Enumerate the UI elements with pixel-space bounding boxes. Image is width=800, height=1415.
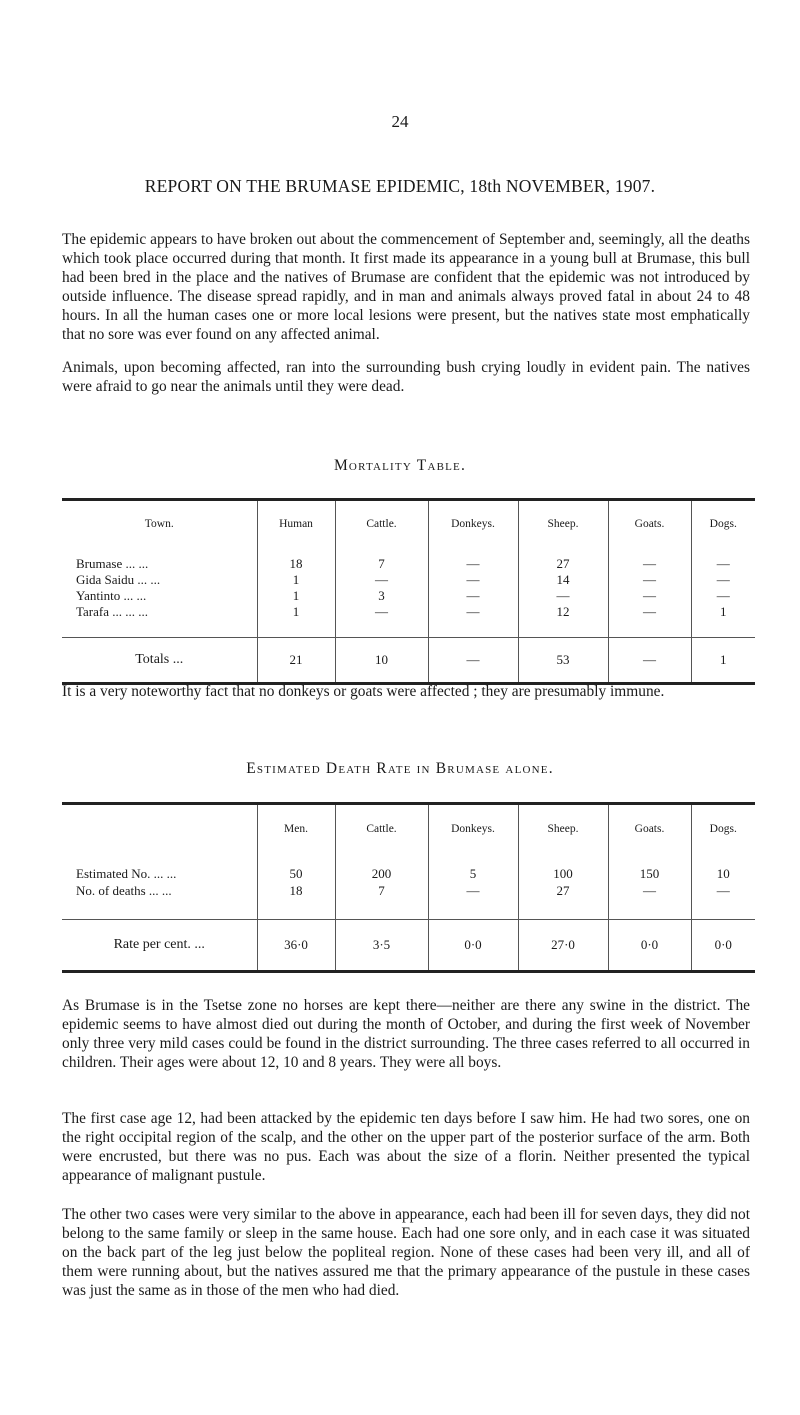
table-cell: 18 [257, 556, 335, 572]
table-cell: 12 [518, 604, 608, 620]
rate-header-cell: Sheep. [518, 804, 608, 854]
table-cell: 5 [428, 866, 518, 883]
table-cell: Totals ... [62, 638, 257, 684]
table-row [62, 588, 755, 604]
table-cell: 3·5 [335, 920, 428, 972]
table-cell: 7 [335, 883, 428, 900]
rate-header-cell: Donkeys. [428, 804, 518, 854]
rate-header-cell: Men. [257, 804, 335, 854]
table-cell: 0·0 [608, 920, 691, 972]
paragraph-3: It is a very noteworthy fact that no donkeys or goats were affected ; they are presumably immune. [62, 683, 665, 700]
table-cell: Gida Saidu ... ... [76, 571, 161, 587]
table-cell: 18 [257, 883, 335, 900]
table-cell: 14 [518, 572, 608, 588]
death-rate-table [62, 802, 755, 973]
table-cell: — [428, 572, 518, 588]
table-cell: 200 [335, 866, 428, 883]
table-cell: — [428, 588, 518, 604]
table-cell: — [691, 883, 755, 900]
table-cell: 100 [518, 866, 608, 883]
table-cell: — [691, 588, 755, 604]
table-cell: — [428, 604, 518, 620]
table-cell: 1 [257, 588, 335, 604]
table-cell: — [428, 883, 518, 900]
table-cell: 21 [257, 638, 335, 684]
table-cell: 27 [518, 883, 608, 900]
table-row [62, 883, 755, 900]
report-title: REPORT ON THE BRUMASE EPIDEMIC, 18th NOVEMBER, 1907. [144, 176, 656, 196]
rate-table-caption: Estimated Death Rate in Brumase alone. [246, 760, 554, 777]
table-cell: 1 [691, 638, 755, 684]
table-cell: — [608, 883, 691, 900]
table-cell: 1 [691, 604, 755, 620]
rate-header-cell: Cattle. [335, 804, 428, 854]
rate-header-cell: Dogs. [691, 804, 755, 854]
mortality-header-cell: Town. [144, 518, 174, 531]
table-cell: 10 [335, 638, 428, 684]
table-cell: — [691, 572, 755, 588]
paragraph-5: The first case age 12, had been attacked by the epidemic ten days before I saw him. He had two sores, one on the right occipital region of the scalp, and the other on the upper part of the posterior surface of the arm. Both were encrusted, but there was no pus. Each was about the size of a florin. Neither presented the typical appearance of malignant pustule. [62, 1110, 750, 1184]
paragraph-1: The epidemic appears to have broken out about the commencement of September and, seemingly, all the deaths which took place occurred during that month. It first made its appearance in a young bull at Brumase, this bull had been bred in the place and the natives of Brumase are confident that the epidemic was not introduced by outside influence. The disease spread rapidly, and in man and animals always proved fatal in about 24 to 48 hours. In all the human cases one or more local lesions were present, but the natives state most emphatically that no sore was ever found on any affected animal. [62, 231, 750, 343]
table-cell: 1 [257, 604, 335, 620]
table-cell: 0·0 [428, 920, 518, 972]
mortality-table-caption: Mortality Table. [333, 457, 467, 474]
table-cell: Rate per cent. ... [62, 920, 257, 972]
table-cell: 36·0 [257, 920, 335, 972]
table-cell: Brumase ... ... [76, 555, 149, 571]
paragraph-4: As Brumase is in the Tsetse zone no horses are kept there—neither are there any swine in the district. The epidemic seems to have almost died out during the month of October, and during the first week of November only three very mild cases could be found in the district surrounding. The three cases referred to all occurred in children. Their ages were about 12, 10 and 8 years. They were all boys. [62, 997, 750, 1071]
mortality-table [62, 498, 755, 685]
rate-row [62, 920, 755, 972]
mortality-header-cell: Donkeys. [428, 500, 518, 548]
table-cell: — [608, 604, 691, 620]
paragraph-6: The other two cases were very similar to the above in appearance, each had been ill for seven days, they did not belong to the same family or sleep in the same house. Each had one sore only, and in each case it was situated on the back part of the leg just below the popliteal region. None of these cases had been very ill, and all of them were running about, but the natives assured me that the primary appearance of the pustule in these cases was just the same as in those of the men who had died. [62, 1206, 750, 1299]
table-cell: 27·0 [518, 920, 608, 972]
table-cell: — [608, 588, 691, 604]
rate-header-cell: Goats. [608, 804, 691, 854]
table-cell: — [608, 638, 691, 684]
table-cell: Tarafa ... ... ... [76, 603, 149, 619]
mortality-header-cell: Sheep. [518, 500, 608, 548]
mortality-header-cell: Cattle. [335, 500, 428, 548]
mortality-header-cell: Dogs. [691, 500, 755, 548]
table-cell: — [335, 572, 428, 588]
table-cell: 50 [257, 866, 335, 883]
table-cell: — [518, 588, 608, 604]
table-cell: 27 [518, 556, 608, 572]
mortality-header-cell: Goats. [608, 500, 691, 548]
table-cell: 1 [257, 572, 335, 588]
table-cell: 0·0 [691, 920, 755, 972]
mortality-header-cell: Human [257, 500, 335, 548]
totals-row [62, 638, 755, 684]
table-cell: No. of deaths ... ... [76, 883, 172, 898]
table-row [62, 556, 755, 572]
table-cell: 10 [691, 866, 755, 883]
table-cell: 7 [335, 556, 428, 572]
rate-header-row [62, 804, 755, 854]
table-cell: Yantinto ... ... [76, 587, 147, 603]
table-cell: — [428, 556, 518, 572]
table-row [62, 572, 755, 588]
table-cell: Estimated No. ... ... [76, 866, 177, 881]
table-cell: — [608, 572, 691, 588]
paragraph-2: Animals, upon becoming affected, ran into the surrounding bush crying loudly in evident pain. The natives were afraid to go near the animals until they were dead. [62, 359, 750, 395]
page-number: 24 [391, 112, 409, 131]
table-cell: — [608, 556, 691, 572]
mortality-header-row [62, 500, 755, 548]
table-cell: — [691, 556, 755, 572]
table-row [62, 604, 755, 620]
table-cell: — [428, 638, 518, 684]
table-row [62, 866, 755, 883]
table-cell: 53 [518, 638, 608, 684]
table-cell: 150 [608, 866, 691, 883]
table-cell: 3 [335, 588, 428, 604]
rate-header-cell [62, 804, 257, 854]
table-cell: — [335, 604, 428, 620]
